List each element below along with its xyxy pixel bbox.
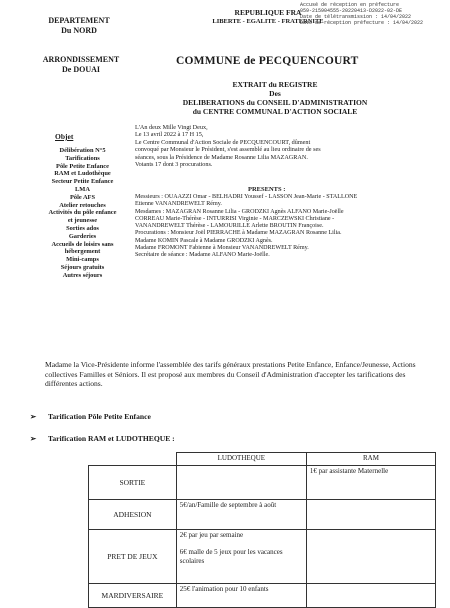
objet-item: et jeunesse: [67, 217, 98, 225]
bullet-ram-ludotheque: [30, 434, 175, 443]
commune-title: COMMUNE de PECQUENCOURT: [176, 55, 359, 67]
bullet-text: Tarification Pôle Petite Enfance: [48, 412, 151, 421]
objet-list: [30, 147, 135, 280]
session-line: Le 13 avril 2022 à 17 H 15,: [135, 131, 204, 139]
table-row: [89, 584, 436, 608]
department-line: DEPARTEMENT: [48, 16, 110, 25]
stamp-line: Date de réception préfecture : 14/04/2022: [300, 20, 424, 26]
objet-item: Pôle Petite Enfance: [56, 162, 109, 170]
session-line: séances, sous la Présidence de Madame Rosanne Lilia MAZAGRAN.: [135, 153, 308, 161]
arrondissement-line: ARRONDISSEMENT: [42, 55, 120, 64]
table-row: [89, 530, 436, 584]
table-header-row: [89, 453, 436, 466]
table-cell: 2€ par jeu par semaine 6€ malle de 5 jeux pour les vacances scolaires: [176, 530, 306, 584]
objet-item: RAM et Ludothèque: [54, 170, 111, 178]
objet-item: Tarifications: [65, 154, 100, 162]
session-line: L'An deux Mille Vingt Deux,: [135, 124, 208, 131]
objet-item: Délibération N°5: [59, 147, 106, 154]
deliberation-paragraph: Madame la Vice-Présidente informe l'assemblée des tarifs généraux prestations Petite Enfance, Enfance/Jeunesse, Actions collectives Familles et Séniors. Il est proposé aux membres du Conseil d'Administration d'accepter les tarifications des différentes actions.: [45, 360, 416, 389]
prefecture-stamp: [300, 2, 440, 26]
objet-item: hébergement: [64, 248, 101, 256]
stamp-line: Date de télétransmission : 14/04/2022: [300, 14, 412, 20]
presents-list: [135, 194, 425, 260]
presents-line: Etienne VANANDREWELT Rémy.: [135, 201, 222, 208]
objet-item: Garderies: [68, 232, 97, 240]
objet-item: Atelier retouches: [59, 201, 106, 209]
department-line: Du NORD: [61, 26, 97, 35]
extrait-heading: [140, 80, 410, 116]
table-cell: 25€ l'animation pour 10 enfants: [176, 584, 306, 608]
presents-line: Secrétaire de séance : Madame ALFANO Marie-Joëlle.: [135, 252, 270, 259]
session-line: convoqué par Monsieur le Président, s'est assemblé au lieu ordinaire de ses: [135, 146, 321, 154]
objet-item: Autres séjours: [62, 271, 103, 279]
department-header: [24, 16, 134, 36]
objet-title: Objet: [55, 132, 74, 141]
table-row: [89, 466, 436, 500]
bullet-petite-enfance: [30, 412, 151, 421]
tarif-table: [88, 452, 436, 608]
objet-item: Séjours gratuits: [60, 263, 105, 271]
extrait-line: EXTRAIT du REGISTRE: [232, 80, 318, 89]
table-row: [89, 500, 436, 530]
presents-line: Procurations : Monsieur Joël PIERRACHE à Madame MAZAGRAN Rosanne Lilia.: [135, 230, 342, 237]
presents-line: Mesdames : MAZAGRAN Rosanne Lilia - GRODZKI Agnès ALFANO Marie-Joëlle: [135, 208, 344, 215]
objet-item: Mini-camps: [66, 256, 99, 264]
extrait-line: du CENTRE COMMUNAL D'ACTION SOCIALE: [192, 107, 358, 116]
table-cell: [306, 530, 435, 584]
column-header-ram: RAM: [306, 453, 435, 466]
objet-item: Activités du pôle enfance: [48, 209, 117, 217]
presents-line: VANANDREWELT Thérèse - LAMOURILLE Arlette BROUTIN Françoise.: [135, 223, 324, 230]
objet-item: Secteur Petite Enfance: [51, 178, 114, 186]
republic-title: REPUBLIQUE FRA: [234, 8, 302, 17]
presents-line: Madame FROMONT Fabienne à Monsieur VANANDREWELT Rémy.: [135, 245, 309, 252]
session-text: [135, 124, 425, 168]
bullet-text: Tarification RAM et LUDOTHEQUE :: [48, 434, 175, 443]
table-cell: [176, 466, 306, 500]
presents-title: PRESENTS :: [248, 186, 286, 193]
table-corner: [89, 453, 177, 466]
arrondissement-line: De DOUAI: [62, 65, 100, 74]
extrait-line: DELIBERATIONS du CONSEIL D'ADMINISTRATION: [182, 98, 368, 107]
arrow-bullet-icon: ➢: [30, 434, 37, 443]
objet-item: Sorties ados: [66, 224, 99, 232]
row-label: PRET DE JEUX: [89, 530, 177, 584]
extrait-line: Des: [269, 89, 281, 98]
objet-item: Pôle AFS: [69, 193, 96, 201]
republic-motto: LIBERTE - EGALITE - FRATERNITE: [212, 18, 324, 25]
presents-line: CORREAU Marie-Thérèse - INTURRISI Virginie - MARCZEWSKI Christiane -: [135, 215, 335, 222]
table-cell: 1€ par assistante Maternelle: [306, 466, 435, 500]
arrondissement-header: [22, 55, 140, 75]
presents-line: Messieurs : OUAAZZI Omar - BELHADRI Youssef - LASSON Jean-Marie - STALLONE: [135, 194, 358, 200]
arrow-bullet-icon: ➢: [30, 412, 37, 421]
presents-line: Madame KOMIN Pascale à Madame GRODZKI Agnès.: [135, 237, 273, 244]
stamp-line: 059-215904555-20220413-D2022-02-DE: [300, 8, 403, 14]
stamp-line: Accusé de réception en préfecture: [300, 2, 400, 8]
row-label: ADHESION: [89, 500, 177, 530]
session-line: Votants 17 dont 3 procurations.: [135, 161, 213, 169]
session-line: Le Centre Communal d'Action Sociale de PECQUENCOURT, dûment: [135, 138, 311, 146]
column-header-ludotheque: LUDOTHEQUE: [176, 453, 306, 466]
objet-item: Accueils de loisirs sans: [51, 240, 114, 248]
objet-item: LMA: [75, 185, 90, 193]
row-label: MARDIVERSAIRE: [89, 584, 177, 608]
table-cell: [306, 584, 435, 608]
table-cell: [306, 500, 435, 530]
row-label: SORTIE: [89, 466, 177, 500]
table-cell: 5€/an/Famille de septembre à août: [176, 500, 306, 530]
